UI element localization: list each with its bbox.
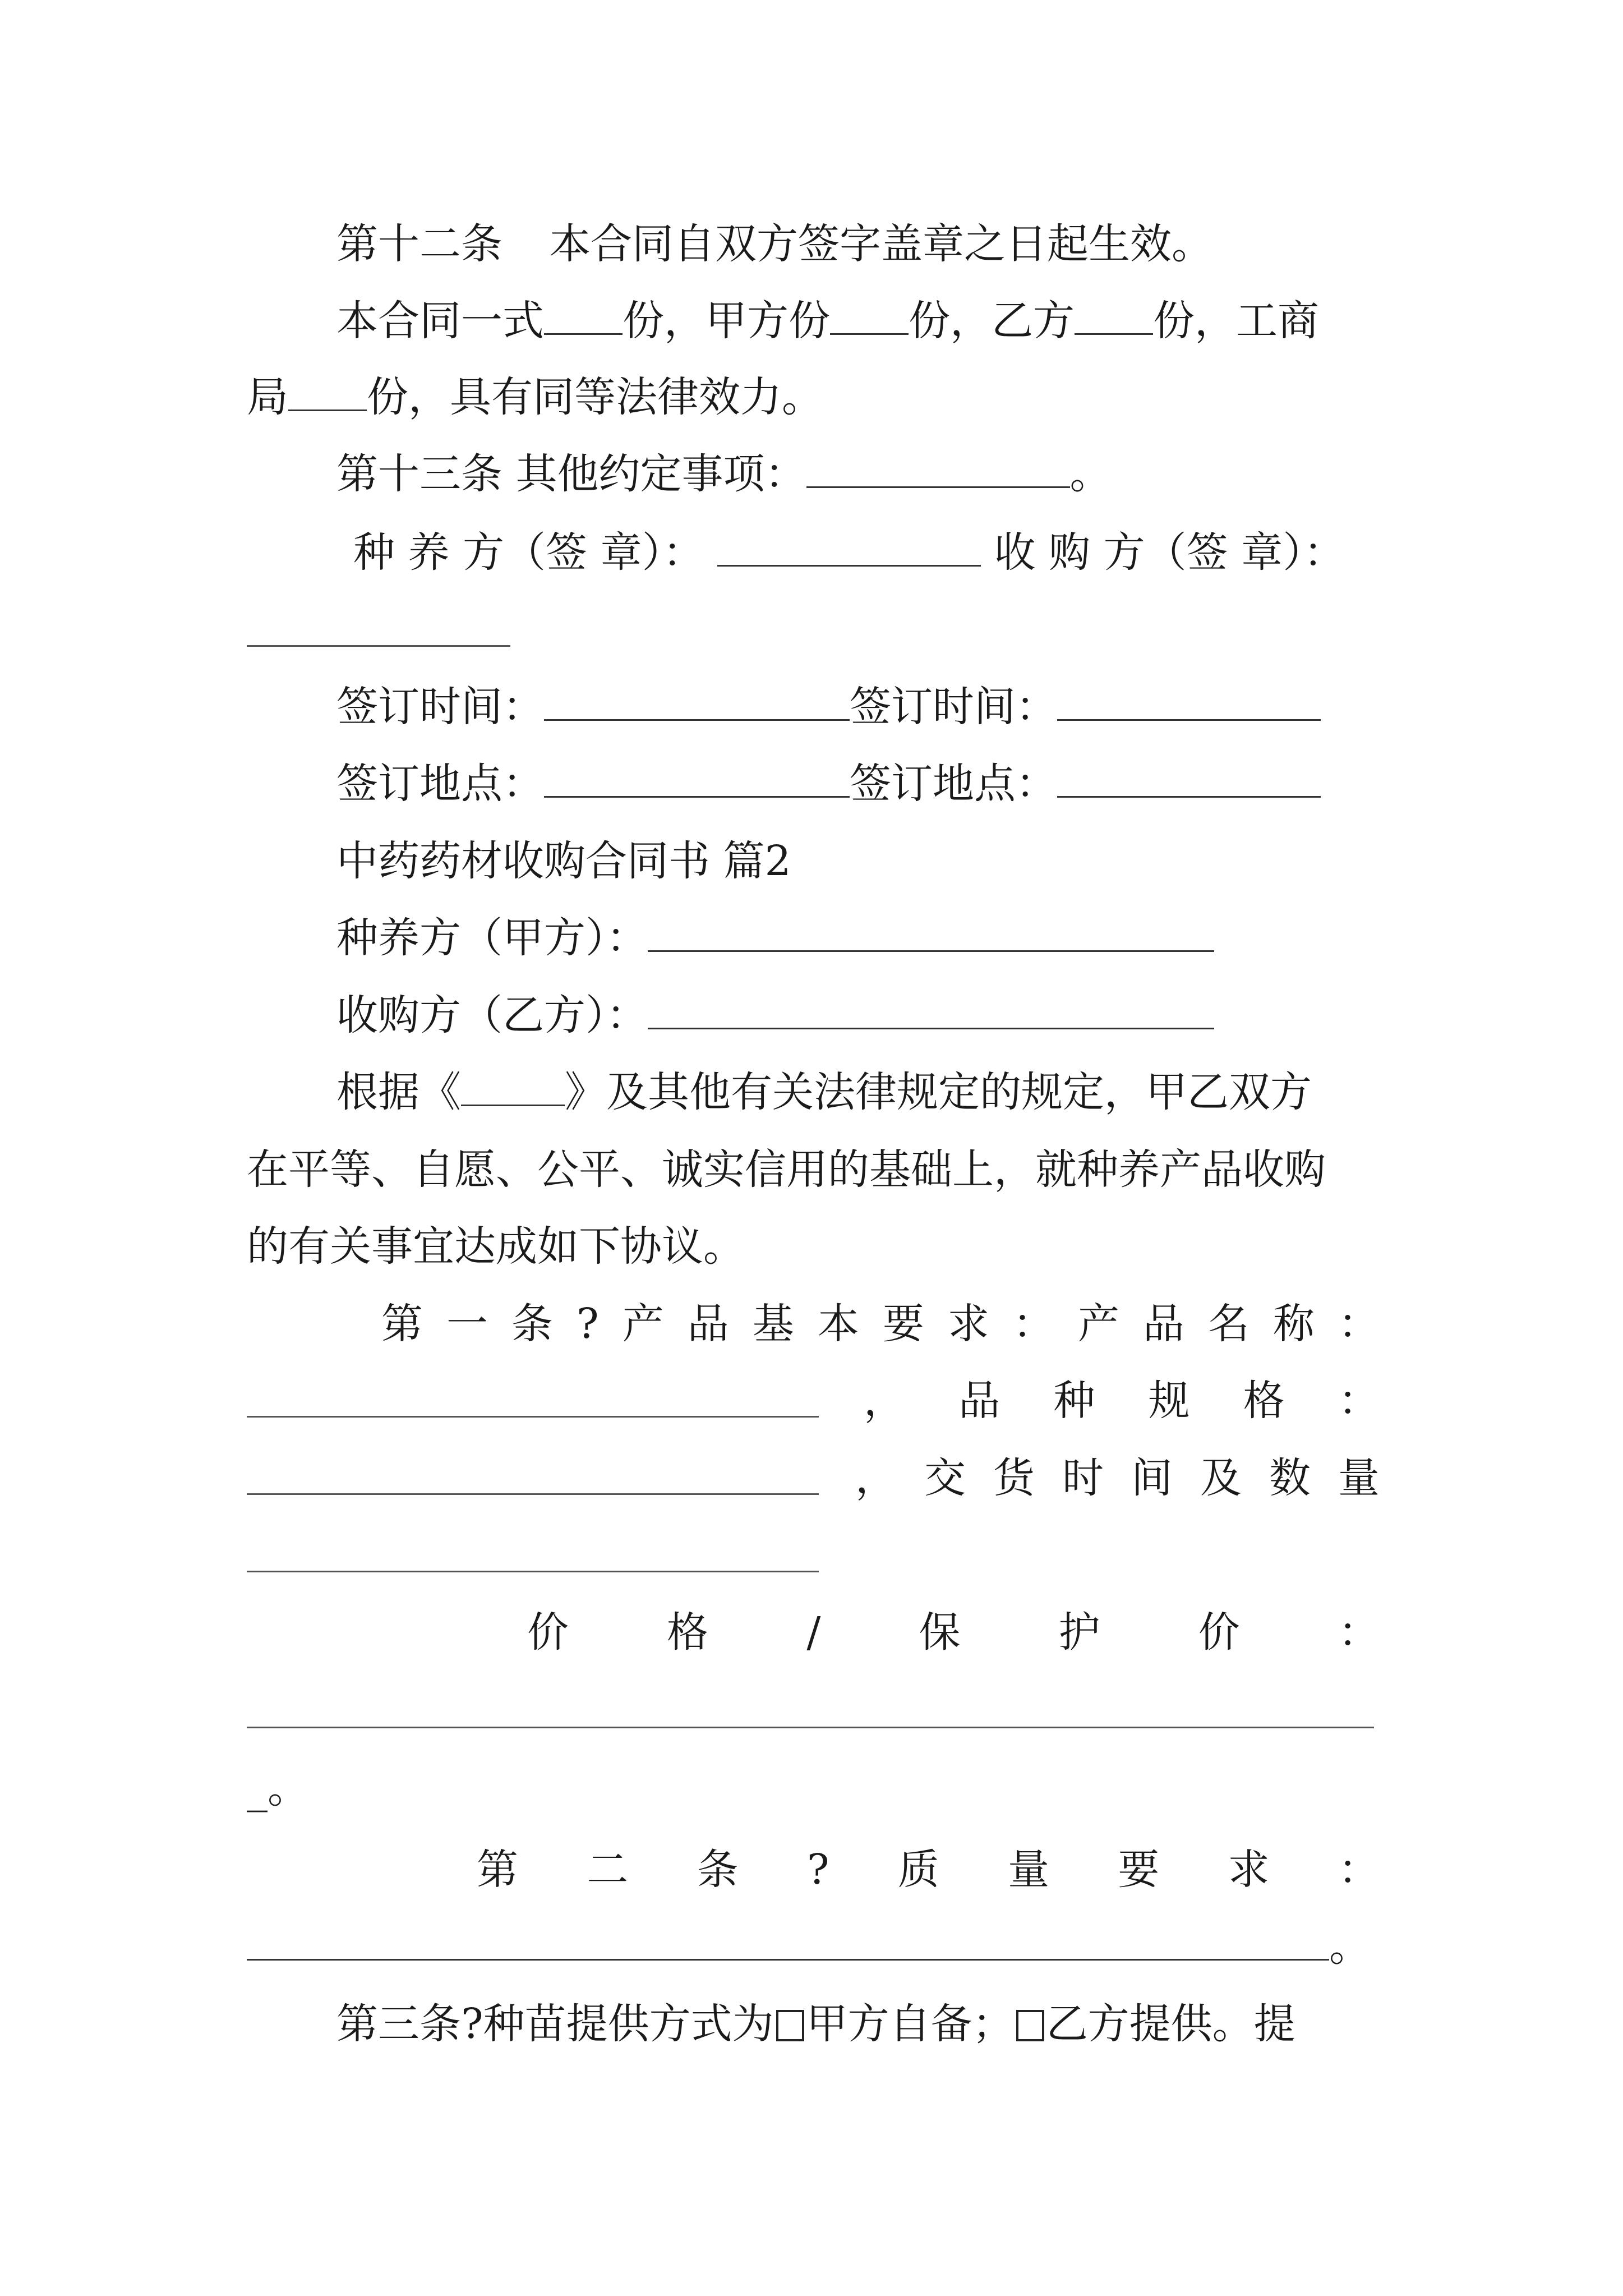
variety-line [864,1373,1380,1429]
buyer-supply-label: 乙方提供。提 [1046,2000,1295,2048]
section2-heading: 中药药材收购合同书 篇2 [336,837,791,885]
article1-char: 一 [446,1300,488,1348]
basis-text-1b: 》及其他有关法律规定的规定，甲乙双方 [565,1068,1312,1116]
article1-char: 产 [622,1300,664,1348]
buyer-supply-checkbox[interactable] [1016,2010,1044,2041]
article2-char: 要 [1118,1846,1160,1894]
buyer-sign-place-blank[interactable] [1057,757,1321,798]
party-a-label: 种养方（甲方）： [336,914,648,962]
copies-text-f: 份，具有同等法律效力。 [367,373,823,421]
delivery-line [855,1450,1380,1506]
price-char: 护 [1058,1608,1100,1657]
article13-end: 。 [1069,450,1112,498]
buyer-sign-place-label: 签订地点： [850,760,1057,808]
copies-party-b-blank[interactable] [1075,294,1153,335]
price-blank[interactable] [247,1727,1374,1728]
grower-seal-blank[interactable] [717,526,981,567]
article12-title: 第十二条 [336,220,502,268]
delivery-char: 交 [924,1454,966,1502]
buyer-seal-blank[interactable] [247,645,510,647]
article12-line [336,216,1213,272]
article2-char: 质 [897,1846,939,1894]
delivery-char: ， [855,1454,897,1502]
law-name-blank[interactable] [461,1065,565,1106]
price-char: 价 [1198,1608,1240,1657]
buyer-sign-time-label: 签订时间： [850,683,1057,731]
party-b-line [336,987,1214,1043]
delivery-char: 量 [1338,1454,1380,1502]
variety-char: 格 [1243,1377,1285,1425]
article1-char: ? [577,1300,599,1348]
product-name-blank[interactable] [247,1416,819,1418]
article2-char: 第 [477,1846,518,1894]
basis-text-1a: 根据《 [336,1068,461,1116]
article2-char: ? [806,1846,829,1894]
delivery-char: 货 [993,1454,1035,1502]
article1-char: 品 [687,1300,729,1348]
article2-line [477,1842,1380,1898]
price-char: 价 [527,1608,569,1657]
variety-char: ， [864,1377,905,1425]
article1-char: ： [1012,1300,1054,1348]
delivery-char: 间 [1131,1454,1173,1502]
grower-sign-place-blank[interactable] [544,757,850,798]
variety-char: 规 [1148,1377,1190,1425]
price-char: / [806,1608,821,1657]
price-end: _。 [247,1764,309,1812]
buyer-sign-time-blank[interactable] [1057,680,1321,721]
other-matters-blank[interactable] [806,447,1070,488]
article3-line [336,1996,1295,2052]
party-a-line [336,910,1214,966]
basis-line-3: 的有关事宜达成如下协议。 [247,1222,745,1271]
article2-char: ： [1338,1846,1380,1894]
delivery-char: 数 [1269,1454,1311,1502]
article13-line [336,446,1112,502]
variety-char: ： [1338,1377,1380,1425]
article2-char: 二 [587,1846,629,1894]
quality-blank[interactable] [247,1920,1329,1961]
quality-line [247,1918,1371,1975]
article1-char: 本 [817,1300,859,1348]
article1-char: 称 [1272,1300,1315,1348]
article1-char: 基 [752,1300,794,1348]
copies-bureau-blank[interactable] [288,370,367,411]
grower-seal-label: 种 养 方（签 章）： [353,528,704,577]
article13-text: 第十三条 其他约定事项： [336,450,806,498]
article1-char: 要 [882,1300,924,1348]
sign-place-line [336,756,1321,812]
party-b-label: 收购方（乙方）： [336,991,648,1039]
grower-sign-time-label: 签订时间： [336,683,544,731]
party-b-blank[interactable] [648,988,1214,1029]
copies-total-blank[interactable] [544,294,623,335]
self-supply-checkbox[interactable] [776,2010,804,2041]
article1-char: 名 [1207,1300,1249,1348]
variety-char: 种 [1053,1377,1095,1425]
copies-text-b: 份，甲方份 [623,297,830,345]
basis-line-2: 在平等、自愿、公平、诚实信用的基础上，就种养产品收购 [247,1145,1326,1194]
variety-spec-blank[interactable] [247,1493,819,1495]
copies-text-e: 局 [247,373,288,421]
party-a-blank[interactable] [648,911,1214,952]
price-line [527,1604,1380,1660]
copies-text-a: 本合同一式 [336,297,544,345]
delivery-blank[interactable] [247,1571,819,1572]
price-char: ： [1338,1608,1380,1657]
sign-time-line [336,679,1321,735]
delivery-char: 及 [1200,1454,1242,1502]
self-supply-label: 甲方自备； [806,2000,1014,2048]
article1-char: 品 [1142,1300,1184,1348]
article1-char: 条 [511,1300,554,1348]
price-char: 格 [667,1608,709,1657]
article2-end: 。 [1329,1922,1371,1971]
basis-line-1 [336,1064,1312,1120]
article12-effective-text: 本合同自双方签字盖章之日起生效。 [549,220,1214,268]
article1-char: 求 [947,1300,989,1348]
delivery-char: 时 [1062,1454,1104,1502]
price-char: 保 [919,1608,961,1657]
buyer-seal-label: 收 购 方（签 章）： [994,528,1345,577]
copies-text-d: 份，工商 [1153,297,1319,345]
copies-text-c: 份，乙方 [909,297,1075,345]
article1-line [381,1296,1380,1352]
article1-char: ： [1338,1300,1380,1348]
article2-char: 量 [1008,1846,1050,1894]
article2-char: 求 [1228,1846,1270,1894]
article3-text: 第三条?种苗提供方式为 [336,2000,774,2048]
article2-char: 条 [697,1846,739,1894]
article1-char: 产 [1077,1300,1119,1348]
article1-char: 第 [381,1300,423,1348]
grower-sign-place-label: 签订地点： [336,760,544,808]
copies-party-a-blank[interactable] [830,294,909,335]
copies-line [336,293,1319,349]
copies-line-2 [247,369,823,425]
grower-sign-time-blank[interactable] [544,680,850,721]
signature-seal-line [353,524,1345,581]
variety-char: 品 [958,1377,1000,1425]
